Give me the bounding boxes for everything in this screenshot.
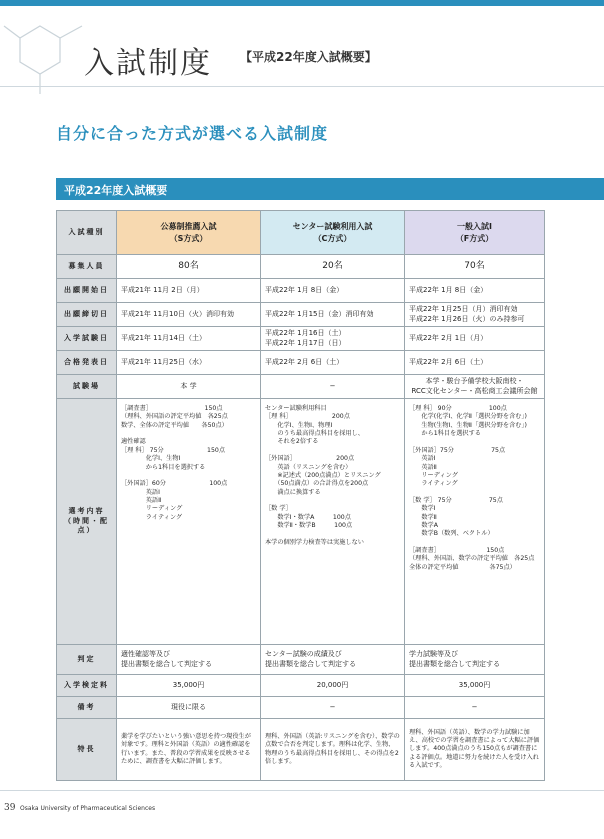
cell-c: 20,000円 bbox=[261, 675, 405, 697]
cell-s: 現役に限る bbox=[117, 697, 261, 719]
page-title: 入試制度 bbox=[84, 46, 212, 81]
divider bbox=[0, 86, 604, 87]
cell-c: 平成22年 1月15日（金）消印有効 bbox=[261, 303, 405, 327]
header-s: 公募制推薦入試 （S方式） bbox=[117, 211, 261, 255]
cell-c: 平成22年 1月 8日（金） bbox=[261, 279, 405, 303]
cell-f: 70名 bbox=[405, 255, 545, 279]
cell-s: 平成21年 11月14日（土） bbox=[117, 327, 261, 351]
row-label: 募集人員 bbox=[57, 255, 117, 279]
cell-s: 35,000円 bbox=[117, 675, 261, 697]
cell-f: − bbox=[405, 697, 545, 719]
cell-f: 学力試験等及び 提出書類を総合して判定する bbox=[405, 645, 545, 675]
cell-c: 平成22年 2月 6日（土） bbox=[261, 351, 405, 375]
row-label: 備考 bbox=[57, 697, 117, 719]
cell-s: 80名 bbox=[117, 255, 261, 279]
row-label: 試験場 bbox=[57, 375, 117, 399]
row-label: 出願締切日 bbox=[57, 303, 117, 327]
cell-c: センター試験の成績及び 提出書類を総合して判定する bbox=[261, 645, 405, 675]
lead-heading: 自分に合った方式が選べる入試制度 bbox=[56, 124, 329, 143]
page-number: 39 bbox=[4, 803, 16, 813]
admission-table bbox=[56, 210, 545, 781]
cell-s: 平成21年 11月10日（火）消印有効 bbox=[117, 303, 261, 327]
row-label: 入学検定料 bbox=[57, 675, 117, 697]
row-label: 出願開始日 bbox=[57, 279, 117, 303]
footer-divider bbox=[0, 790, 604, 791]
header-label: 入試種別 bbox=[57, 211, 117, 255]
row-label: 判定 bbox=[57, 645, 117, 675]
cell-c: 平成22年 1月16日（土） 平成22年 1月17日（日） bbox=[261, 327, 405, 351]
cell-f: 平成22年 2月 1日（月） bbox=[405, 327, 545, 351]
university-name: Osaka University of Pharmaceutical Sciences bbox=[20, 805, 156, 812]
cell-f: 平成22年 2月 6日（土） bbox=[405, 351, 545, 375]
row-label: 特長 bbox=[57, 719, 117, 781]
cell-f: 本学・駿台予備学校大阪南校・ RCC文化センター・高松商工会議所会館 bbox=[405, 375, 545, 399]
cell-s: 本 学 bbox=[117, 375, 261, 399]
cell-s: 適性確認等及び 提出書類を総合して判定する bbox=[117, 645, 261, 675]
cell-c: − bbox=[261, 375, 405, 399]
header-f: 一般入試Ⅰ （F方式） bbox=[405, 211, 545, 255]
cell-c: 20名 bbox=[261, 255, 405, 279]
row-label: 入学試験日 bbox=[57, 327, 117, 351]
cell-s: 平成21年 11月25日（水） bbox=[117, 351, 261, 375]
cell-f: 理科、外国語（英語）、数学の学力試験に加え、高校での学習を調査書によって大幅に評価します。400点満点のうち150点もが調査書による評価点。地道に努力を続けた人を受け入れる入試です。 bbox=[405, 719, 545, 781]
section-heading: 平成22年度入試概要 bbox=[56, 178, 604, 200]
cell-s: 薬学を学びたいという強い意思を持つ現役生が対象です。理科と外国語（英語）の適性確認を行います。また、普段の学習成果を反映させるために、調査書を大幅に評価します。 bbox=[117, 719, 261, 781]
cell-c: − bbox=[261, 697, 405, 719]
cell-f: 平成22年 1月25日（月）消印有効 平成22年 1月26日（火）のみ持参可 bbox=[405, 303, 545, 327]
cell-s: ［調査書］ 150点 （理科、外国語の評定平均値 各25点 数学、全体の評定平均値 各50点） 適性確認 ［理 科］ 75分 150点 化学Ⅰ、生物Ⅰ から1科目を選択する ［外国語］60分 100点 英語Ⅰ 英語Ⅱ リーディング ライティング bbox=[117, 399, 261, 645]
cell-f: ［理 科］ 90分 100点 化学(化学Ⅰ、化学Ⅱ「選択分野を含む」) 生物(生物Ⅰ、生物Ⅱ「選択分野を含む」) から1科目を選択する ［外国語］75分 75点 英語Ⅰ 英語Ⅱ リーディング ライティング ［数 学］ 75分 75点 数学Ⅰ 数学Ⅱ 数学A 数学B（数列、ベクトル） ［調査書］ 150点 （理科、外国語、数学の評定平均値 各25点 全体の評定平均値 各75点） bbox=[405, 399, 545, 645]
cell-c: 理科、外国語（英語:リスニングを含む）、数学の点数で合否を判定します。理科は化学、生物、物理のうち最高得点科目を採用し、その得点を2倍します。 bbox=[261, 719, 405, 781]
header-c: センター試験利用入試 （C方式） bbox=[261, 211, 405, 255]
cell-c: センター試験利用科目 ［理 科］ 200点 化学Ⅰ、生物Ⅰ、物理Ⅰ のうち最高得点科目を採用し、 それを2倍する ［外国語］ 200点 英語（リスニングを含む） ※記述式（200点満点）とリスニング （50点満点）の合計得点を200点 満点に換算する ［数 学］ 数学Ⅰ・数学A 100点 数学Ⅱ・数学B 100点 本学の個別学力検査等は実施しない bbox=[261, 399, 405, 645]
row-label: 選考内容 （時間・配点） bbox=[57, 399, 117, 645]
cell-f: 平成22年 1月 8日（金） bbox=[405, 279, 545, 303]
cell-s: 平成21年 11月 2日（月） bbox=[117, 279, 261, 303]
cell-f: 35,000円 bbox=[405, 675, 545, 697]
page-subtitle: 【平成22年度入試概要】 bbox=[240, 50, 377, 64]
row-label: 合格発表日 bbox=[57, 351, 117, 375]
